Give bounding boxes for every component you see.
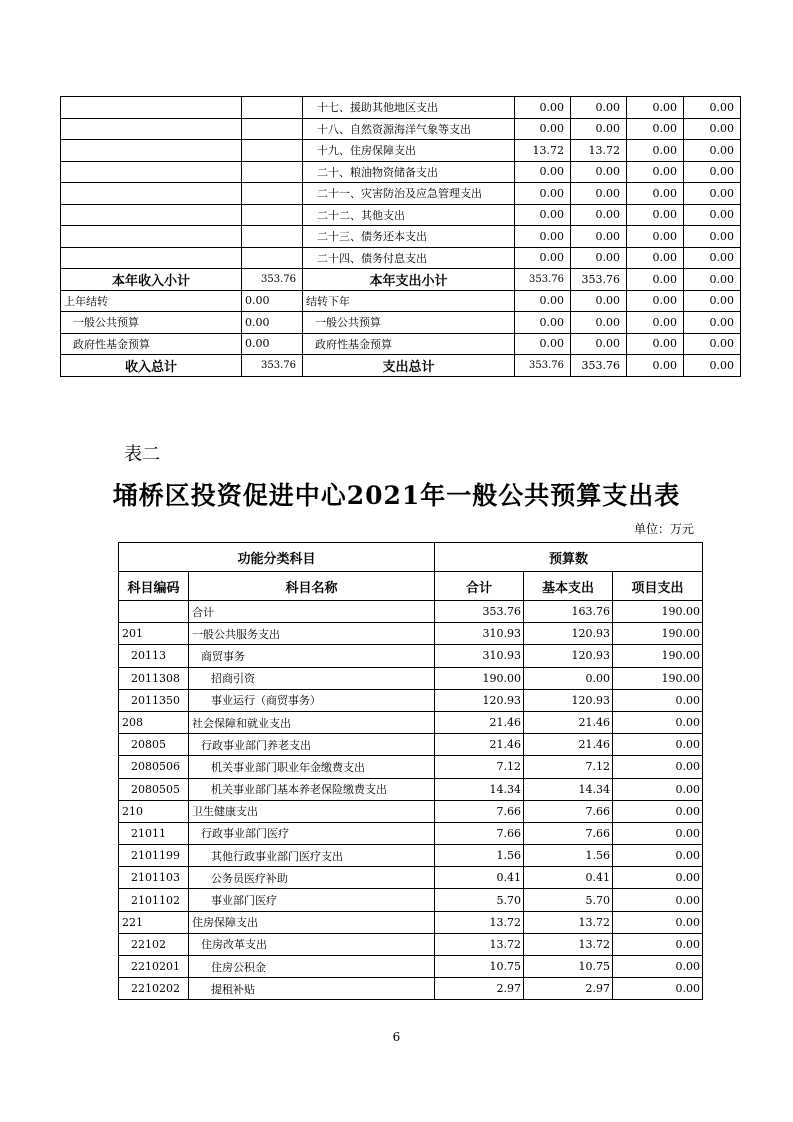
header-basic: 基本支出 (524, 572, 613, 601)
cell-expense-item: 十七、援助其他地区支出 (303, 97, 515, 119)
cell-code: 2011350 (119, 689, 189, 711)
cell-fund: 0.00 (627, 118, 684, 140)
cell-basic: 120.93 (524, 623, 613, 645)
cell-income-item: 一般公共预算 (61, 312, 242, 334)
table-label: 表二 (124, 444, 160, 465)
cell-total: 21.46 (435, 711, 524, 733)
cell-basic: 5.70 (524, 889, 613, 911)
cell-total: 0.00 (515, 161, 571, 183)
cell-other: 0.00 (684, 247, 741, 269)
cell-other: 0.00 (684, 97, 741, 119)
cell-other: 0.00 (684, 183, 741, 205)
cell-other: 0.00 (684, 312, 741, 334)
income-total-amount: 353.76 (242, 355, 303, 377)
cell-basic: 0.00 (524, 667, 613, 689)
cell-fund: 0.00 (627, 290, 684, 312)
cell-name: 机关事业部门职业年金缴费支出 (189, 756, 435, 778)
cell-total: 7.66 (435, 800, 524, 822)
table-row (61, 226, 741, 248)
cell-basic: 1.56 (524, 845, 613, 867)
cell-total: 7.66 (435, 822, 524, 844)
table-row (119, 867, 703, 889)
cell-income-item (61, 161, 242, 183)
cell-income-amount (242, 204, 303, 226)
cell-code: 20805 (119, 734, 189, 756)
cell-code: 2080505 (119, 778, 189, 800)
cell-general: 353.76 (571, 269, 627, 291)
cell-expense-item: 十八、自然资源海洋气象等支出 (303, 118, 515, 140)
cell-general: 0.00 (571, 333, 627, 355)
income-expense-table (60, 96, 741, 377)
cell-name: 住房改革支出 (189, 933, 435, 955)
header-row (119, 572, 703, 601)
page-number: 6 (392, 1030, 401, 1044)
cell-income-amount (242, 118, 303, 140)
cell-name: 住房保障支出 (189, 911, 435, 933)
cell-income-amount (242, 161, 303, 183)
cell-total: 0.00 (515, 118, 571, 140)
cell-name: 事业部门医疗 (189, 889, 435, 911)
table-row (119, 734, 703, 756)
table-row (119, 800, 703, 822)
cell-total: 0.00 (515, 290, 571, 312)
cell-income-item: 上年结转 (61, 290, 242, 312)
cell-general: 0.00 (571, 247, 627, 269)
cell-code: 2101102 (119, 889, 189, 911)
cell-fund: 0.00 (627, 333, 684, 355)
cell-other: 0.00 (684, 355, 741, 377)
cell-code: 201 (119, 623, 189, 645)
cell-fund: 0.00 (627, 355, 684, 377)
cell-fund: 0.00 (627, 204, 684, 226)
cell-total: 13.72 (435, 911, 524, 933)
cell-general: 13.72 (571, 140, 627, 162)
cell-total: 13.72 (435, 933, 524, 955)
cell-other: 0.00 (684, 161, 741, 183)
cell-total: 13.72 (515, 140, 571, 162)
cell-basic: 14.34 (524, 778, 613, 800)
cell-name: 行政事业部门医疗 (189, 822, 435, 844)
table-row (119, 978, 703, 1000)
cell-general: 0.00 (571, 97, 627, 119)
cell-total: 0.00 (515, 183, 571, 205)
cell-project: 0.00 (613, 956, 703, 978)
cell-income-amount (242, 140, 303, 162)
cell-code: 2101199 (119, 845, 189, 867)
cell-code: 22102 (119, 933, 189, 955)
cell-basic: 163.76 (524, 601, 613, 623)
cell-project: 0.00 (613, 911, 703, 933)
cell-project: 0.00 (613, 734, 703, 756)
cell-fund: 0.00 (627, 312, 684, 334)
cell-project: 0.00 (613, 845, 703, 867)
cell-income-item (61, 97, 242, 119)
table-row (119, 645, 703, 667)
table-row (61, 183, 741, 205)
table-row (119, 933, 703, 955)
table-row (119, 889, 703, 911)
cell-income-item (61, 118, 242, 140)
cell-code: 221 (119, 911, 189, 933)
cell-code: 210 (119, 800, 189, 822)
cell-total: 10.75 (435, 956, 524, 978)
table-row (61, 204, 741, 226)
cell-code: 21011 (119, 822, 189, 844)
cell-total: 190.00 (435, 667, 524, 689)
table-row (61, 312, 741, 334)
cell-basic: 13.72 (524, 933, 613, 955)
cell-basic: 7.66 (524, 800, 613, 822)
cell-expense-item: 十九、住房保障支出 (303, 140, 515, 162)
cell-name: 招商引资 (189, 667, 435, 689)
cell-project: 0.00 (613, 933, 703, 955)
cell-name: 商贸事务 (189, 645, 435, 667)
cell-expense-item: 二十、粮油物资储备支出 (303, 161, 515, 183)
cell-name: 提租补贴 (189, 978, 435, 1000)
cell-total: 21.46 (435, 734, 524, 756)
cell-income-amount (242, 226, 303, 248)
cell-code: 20113 (119, 645, 189, 667)
cell-other: 0.00 (684, 333, 741, 355)
cell-income-item (61, 183, 242, 205)
unit-label: 单位：万元 (633, 522, 694, 536)
header-budget-amount: 预算数 (435, 543, 703, 572)
cell-basic: 0.41 (524, 867, 613, 889)
budget-expense-table (118, 542, 703, 1000)
cell-general: 0.00 (571, 118, 627, 140)
income-subtotal-amount: 353.76 (242, 269, 303, 291)
table-row (119, 711, 703, 733)
cell-total: 310.93 (435, 623, 524, 645)
cell-other: 0.00 (684, 140, 741, 162)
table-row (61, 333, 741, 355)
cell-total: 2.97 (435, 978, 524, 1000)
table-row (119, 956, 703, 978)
expense-subtotal-label: 本年支出小计 (303, 269, 515, 291)
cell-code: 208 (119, 711, 189, 733)
cell-other: 0.00 (684, 290, 741, 312)
cell-total: 0.00 (515, 247, 571, 269)
cell-general: 0.00 (571, 183, 627, 205)
cell-fund: 0.00 (627, 140, 684, 162)
cell-basic: 13.72 (524, 911, 613, 933)
table-row (61, 247, 741, 269)
cell-basic: 10.75 (524, 956, 613, 978)
cell-total: 7.12 (435, 756, 524, 778)
table-row (119, 601, 703, 623)
cell-total: 353.76 (515, 355, 571, 377)
cell-total: 0.00 (515, 333, 571, 355)
cell-income-amount (242, 247, 303, 269)
cell-name: 合计 (189, 601, 435, 623)
cell-total: 0.00 (515, 312, 571, 334)
cell-project: 0.00 (613, 778, 703, 800)
cell-basic: 7.12 (524, 756, 613, 778)
cell-income-item (61, 247, 242, 269)
cell-basic: 21.46 (524, 734, 613, 756)
cell-total: 0.41 (435, 867, 524, 889)
cell-expense-item: 二十四、债务付息支出 (303, 247, 515, 269)
cell-project: 0.00 (613, 711, 703, 733)
table-row (61, 140, 741, 162)
cell-income-amount (242, 97, 303, 119)
cell-project: 0.00 (613, 689, 703, 711)
cell-expense-item: 二十三、债务还本支出 (303, 226, 515, 248)
cell-project: 190.00 (613, 645, 703, 667)
cell-income-amount: 0.00 (242, 333, 303, 355)
income-subtotal-label: 本年收入小计 (61, 269, 242, 291)
cell-project: 0.00 (613, 978, 703, 1000)
cell-total: 353.76 (515, 269, 571, 291)
cell-basic: 120.93 (524, 645, 613, 667)
cell-total: 5.70 (435, 889, 524, 911)
cell-project: 190.00 (613, 623, 703, 645)
table-row (119, 689, 703, 711)
cell-project: 0.00 (613, 756, 703, 778)
header-name: 科目名称 (189, 572, 435, 601)
table-row (119, 845, 703, 867)
cell-basic: 120.93 (524, 689, 613, 711)
cell-total: 310.93 (435, 645, 524, 667)
page-title: 埇桥区投资促进中心2021年一般公共预算支出表 (112, 481, 681, 510)
cell-general: 0.00 (571, 312, 627, 334)
cell-income-item (61, 226, 242, 248)
cell-income-amount: 0.00 (242, 290, 303, 312)
header-group-row (119, 543, 703, 572)
cell-code: 2210201 (119, 956, 189, 978)
cell-general: 353.76 (571, 355, 627, 377)
cell-fund: 0.00 (627, 247, 684, 269)
table-row (119, 623, 703, 645)
cell-name: 卫生健康支出 (189, 800, 435, 822)
cell-fund: 0.00 (627, 97, 684, 119)
cell-expense-item: 政府性基金预算 (303, 333, 515, 355)
cell-name: 事业运行（商贸事务） (189, 689, 435, 711)
cell-project: 0.00 (613, 889, 703, 911)
cell-code (119, 601, 189, 623)
cell-income-item (61, 204, 242, 226)
cell-income-amount (242, 183, 303, 205)
cell-total: 120.93 (435, 689, 524, 711)
cell-income-item (61, 140, 242, 162)
table-row (119, 822, 703, 844)
header-code: 科目编码 (119, 572, 189, 601)
cell-expense-item: 结转下年 (303, 290, 515, 312)
header-function-category: 功能分类科目 (119, 543, 435, 572)
expense-total-label: 支出总计 (303, 355, 515, 377)
cell-total: 0.00 (515, 226, 571, 248)
cell-fund: 0.00 (627, 183, 684, 205)
cell-other: 0.00 (684, 204, 741, 226)
cell-fund: 0.00 (627, 161, 684, 183)
income-total-label: 收入总计 (61, 355, 242, 377)
cell-name: 社会保障和就业支出 (189, 711, 435, 733)
total-row (61, 355, 741, 377)
table-row (61, 97, 741, 119)
cell-expense-item: 二十一、灾害防治及应急管理支出 (303, 183, 515, 205)
table-row (61, 290, 741, 312)
table-row (119, 778, 703, 800)
cell-name: 行政事业部门养老支出 (189, 734, 435, 756)
table-row (119, 756, 703, 778)
cell-income-amount: 0.00 (242, 312, 303, 334)
cell-basic: 2.97 (524, 978, 613, 1000)
cell-project: 0.00 (613, 867, 703, 889)
cell-other: 0.00 (684, 269, 741, 291)
cell-general: 0.00 (571, 226, 627, 248)
cell-other: 0.00 (684, 226, 741, 248)
cell-fund: 0.00 (627, 226, 684, 248)
cell-total: 0.00 (515, 204, 571, 226)
cell-general: 0.00 (571, 204, 627, 226)
cell-income-item: 政府性基金预算 (61, 333, 242, 355)
cell-name: 机关事业部门基本养老保险缴费支出 (189, 778, 435, 800)
cell-total: 1.56 (435, 845, 524, 867)
table-row (61, 161, 741, 183)
cell-name: 公务员医疗补助 (189, 867, 435, 889)
cell-project: 190.00 (613, 601, 703, 623)
cell-code: 2101103 (119, 867, 189, 889)
subtotal-row (61, 269, 741, 291)
cell-name: 一般公共服务支出 (189, 623, 435, 645)
cell-project: 190.00 (613, 667, 703, 689)
table-row (119, 911, 703, 933)
cell-basic: 7.66 (524, 822, 613, 844)
cell-project: 0.00 (613, 822, 703, 844)
cell-other: 0.00 (684, 118, 741, 140)
cell-expense-item: 一般公共预算 (303, 312, 515, 334)
cell-project: 0.00 (613, 800, 703, 822)
cell-basic: 21.46 (524, 711, 613, 733)
cell-name: 其他行政事业部门医疗支出 (189, 845, 435, 867)
header-project: 项目支出 (613, 572, 703, 601)
table-row (119, 667, 703, 689)
cell-fund: 0.00 (627, 269, 684, 291)
cell-code: 2011308 (119, 667, 189, 689)
cell-total: 0.00 (515, 97, 571, 119)
header-total: 合计 (435, 572, 524, 601)
cell-code: 2210202 (119, 978, 189, 1000)
cell-code: 2080506 (119, 756, 189, 778)
cell-total: 353.76 (435, 601, 524, 623)
cell-name: 住房公积金 (189, 956, 435, 978)
table-row (61, 118, 741, 140)
cell-total: 14.34 (435, 778, 524, 800)
cell-general: 0.00 (571, 290, 627, 312)
cell-general: 0.00 (571, 161, 627, 183)
cell-expense-item: 二十二、其他支出 (303, 204, 515, 226)
